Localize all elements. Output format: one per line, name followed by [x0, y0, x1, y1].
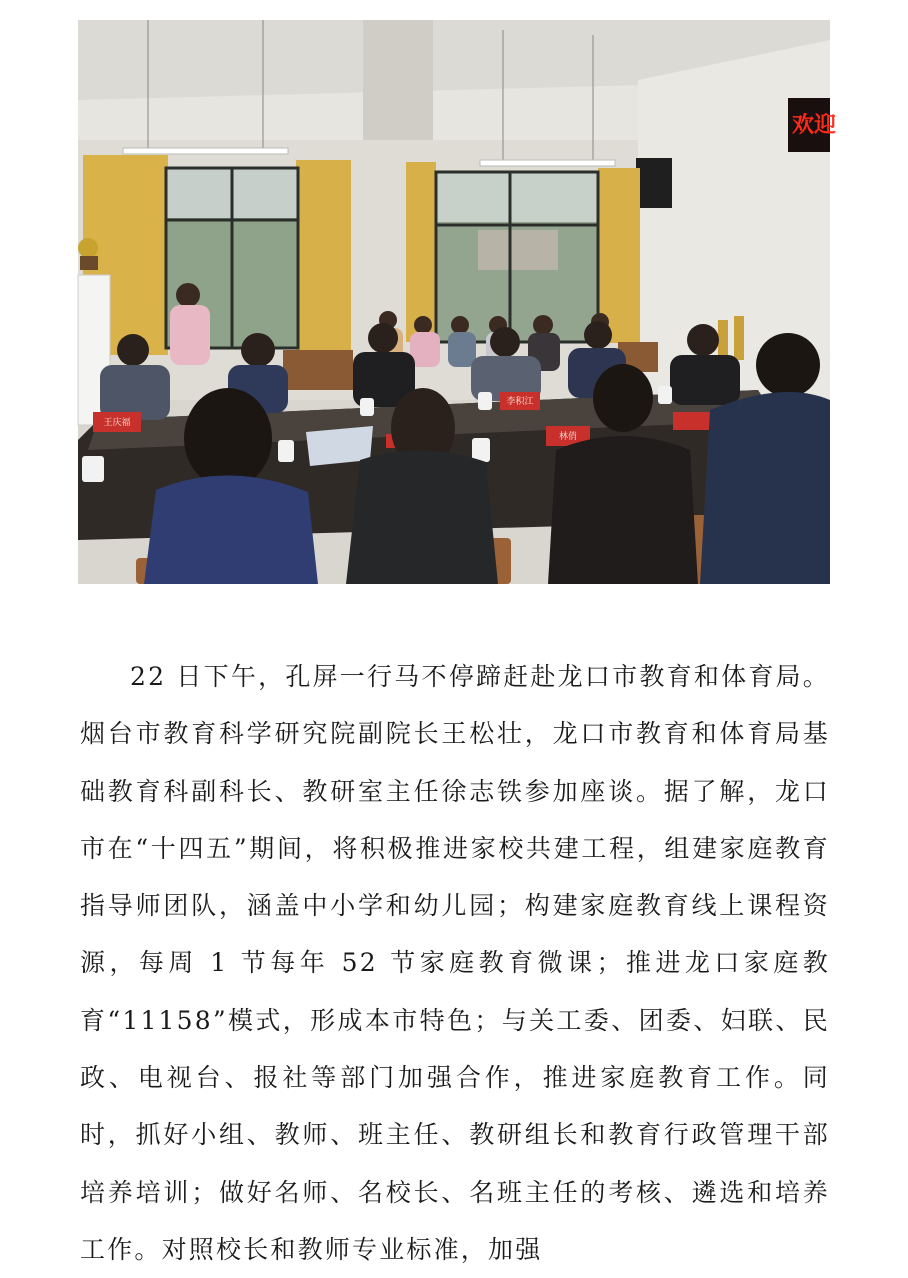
article-paragraph: 22 日下午，孔屏一行马不停蹄赶赴龙口市教育和体育局。烟台市教育科学研究院副院长王松壮，龙口市教育和体育局基础教育科副科长、教研室主任徐志铁参加座谈。据了解，龙口市在“十四五”期间，将积极推进家校共建工程，组建家庭教育指导师团队，涵盖中小学和幼儿园；构建家庭教育线上课程资源，每周 1 节每年 52 节家庭教育微课；推进龙口家庭教育“11158”模式，形成本市特色；与关工委、团委、妇联、民政、电视台、报社等部门加强合作，推进家庭教育工作。同时，抓好小组、教师、班主任、教研组长和教育行政管理干部培养培训；做好名师、名校长、名班主任的考核、遴选和培养工作。对照校长和教师专业标准，加强	[80, 662, 830, 1264]
name-card-1: 王庆福	[103, 418, 131, 428]
article-body	[80, 648, 830, 1278]
name-card-3: 林俏	[558, 432, 578, 442]
led-sign-text: 欢迎	[792, 113, 837, 138]
meeting-photo	[78, 20, 837, 584]
meeting-scene-illustration	[78, 20, 837, 584]
name-card-2: 李积江	[506, 397, 534, 407]
